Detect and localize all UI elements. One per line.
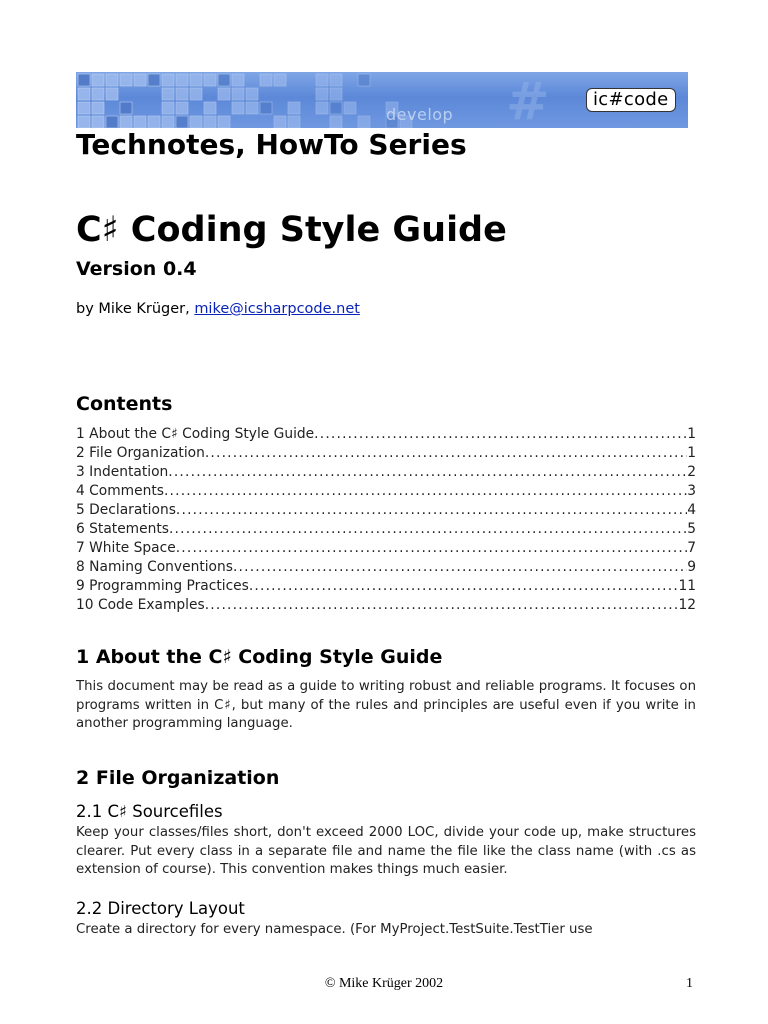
banner-tile (246, 102, 258, 114)
banner-tile (330, 116, 342, 128)
banner-tile (78, 102, 90, 114)
table-of-contents (76, 425, 696, 615)
toc-dot-leader (205, 596, 679, 615)
banner-tile (162, 88, 174, 100)
banner-tile (232, 102, 244, 114)
toc-entry-label: 1 About the C♯ Coding Style Guide (76, 426, 315, 442)
toc-entry-page: 9 (687, 559, 696, 575)
toc-entry-page: 11 (678, 578, 696, 594)
section-2-heading: 2 File Organization (76, 767, 280, 789)
banner-tile (204, 102, 216, 114)
page-number: 1 (686, 976, 693, 991)
banner-tile (106, 116, 118, 128)
banner-tile (288, 102, 300, 114)
toc-entry-label: 6 Statements (76, 521, 169, 537)
banner-tile (232, 74, 244, 86)
icsharpcode-logo: ic#code (586, 88, 676, 112)
banner-tile (218, 88, 230, 100)
banner-tile (330, 74, 342, 86)
banner-tile (190, 74, 202, 86)
banner-tile (260, 74, 272, 86)
banner-tile (162, 74, 174, 86)
banner-tile (330, 88, 342, 100)
header-banner (76, 72, 688, 128)
toc-dot-leader (176, 501, 687, 520)
toc-entry[interactable] (76, 539, 696, 558)
banner-watermark-text: develop (386, 105, 454, 124)
toc-entry-label: 10 Code Examples (76, 597, 205, 613)
toc-entry-label: 8 Naming Conventions (76, 559, 233, 575)
banner-tile (260, 102, 272, 114)
banner-tile (316, 74, 328, 86)
banner-tile (232, 88, 244, 100)
section-2-2-heading: 2.2 Directory Layout (76, 899, 245, 918)
toc-dot-leader (205, 444, 687, 463)
toc-entry-page: 3 (687, 483, 696, 499)
version-label: Version 0.4 (76, 258, 197, 280)
toc-entry-label: 5 Declarations (76, 502, 176, 518)
series-title: Technotes, HowTo Series (76, 128, 467, 161)
banner-tile (176, 74, 188, 86)
toc-entry-label: 3 Indentation (76, 464, 169, 480)
banner-tile (316, 102, 328, 114)
banner-tile (190, 116, 202, 128)
banner-tile (92, 88, 104, 100)
toc-entry-page: 7 (687, 540, 696, 556)
banner-tile (148, 74, 160, 86)
banner-tile (78, 74, 90, 86)
banner-tile (148, 116, 160, 128)
banner-tile (176, 102, 188, 114)
banner-tile (344, 102, 356, 114)
banner-tile (190, 88, 202, 100)
banner-tile (218, 74, 230, 86)
toc-entry-label: 9 Programming Practices (76, 578, 249, 594)
banner-tile (120, 102, 132, 114)
author-byline (76, 301, 360, 317)
toc-entry[interactable] (76, 444, 696, 463)
toc-dot-leader (168, 463, 687, 482)
toc-dot-leader (169, 520, 687, 539)
author-email-link[interactable]: mike@icsharpcode.net (194, 301, 360, 317)
banner-tile (162, 102, 174, 114)
banner-tile (92, 116, 104, 128)
toc-entry[interactable] (76, 577, 696, 596)
contents-heading: Contents (76, 393, 173, 415)
toc-dot-leader (233, 558, 687, 577)
section-1-body: This document may be read as a guide to writing robust and reliable programs. It focuses on programs written in C♯, but many of the rules and principles are useful even if you write in another programming language. (76, 679, 696, 731)
document-title: C♯ Coding Style Guide (76, 210, 507, 250)
banner-tile (274, 116, 286, 128)
toc-dot-leader (249, 577, 679, 596)
banner-tile (274, 74, 286, 86)
toc-entry-label: 4 Comments (76, 483, 164, 499)
banner-tile (204, 116, 216, 128)
banner-tile (204, 74, 216, 86)
toc-entry-page: 12 (678, 597, 696, 613)
toc-entry-label: 2 File Organization (76, 445, 205, 461)
banner-tile (120, 116, 132, 128)
banner-tile (330, 102, 342, 114)
toc-dot-leader (164, 482, 687, 501)
banner-tile (288, 116, 300, 128)
toc-entry-page: 5 (687, 521, 696, 537)
banner-tile (106, 74, 118, 86)
banner-tile (134, 116, 146, 128)
banner-tile (120, 74, 132, 86)
banner-tile (92, 74, 104, 86)
toc-entry[interactable] (76, 596, 696, 615)
banner-tile (358, 116, 370, 128)
banner-tile (92, 102, 104, 114)
toc-entry[interactable] (76, 425, 696, 444)
banner-tile (78, 88, 90, 100)
banner-tile (134, 74, 146, 86)
banner-watermark-symbol: # (506, 72, 548, 128)
toc-entry-page: 1 (687, 445, 696, 461)
toc-entry-label: 7 White Space (76, 540, 176, 556)
footer-copyright: © Mike Krüger 2002 (324, 976, 444, 991)
banner-tile (218, 116, 230, 128)
banner-tile (246, 88, 258, 100)
toc-entry[interactable] (76, 520, 696, 539)
banner-tile (176, 88, 188, 100)
toc-dot-leader (176, 539, 688, 558)
section-2-2-body: Create a directory for every namespace. (For MyProject.TestSuite.TestTier use (76, 922, 593, 937)
banner-tile (162, 116, 174, 128)
toc-entry-page: 2 (687, 464, 696, 480)
section-1-heading: 1 About the C♯ Coding Style Guide (76, 646, 443, 668)
banner-tile (316, 88, 328, 100)
toc-dot-leader (314, 425, 687, 444)
toc-entry[interactable] (76, 463, 696, 482)
banner-tile (176, 116, 188, 128)
banner-tile (358, 74, 370, 86)
toc-entry[interactable] (76, 501, 696, 520)
byline-prefix: by Mike Krüger, (76, 301, 195, 317)
section-2-1-body: Keep your classes/files short, don't exceed 2000 LOC, divide your code up, make structures clearer. Put every class in a separate file and name the file like the class name (with .cs as extension of course). This convention makes things much easier. (76, 825, 696, 877)
section-2-1-heading: 2.1 C♯ Sourcefiles (76, 802, 223, 821)
banner-tile (106, 88, 118, 100)
toc-entry-page: 4 (687, 502, 696, 518)
banner-tile (78, 116, 90, 128)
toc-entry-page: 1 (687, 426, 696, 442)
toc-entry[interactable] (76, 558, 696, 577)
toc-entry[interactable] (76, 482, 696, 501)
